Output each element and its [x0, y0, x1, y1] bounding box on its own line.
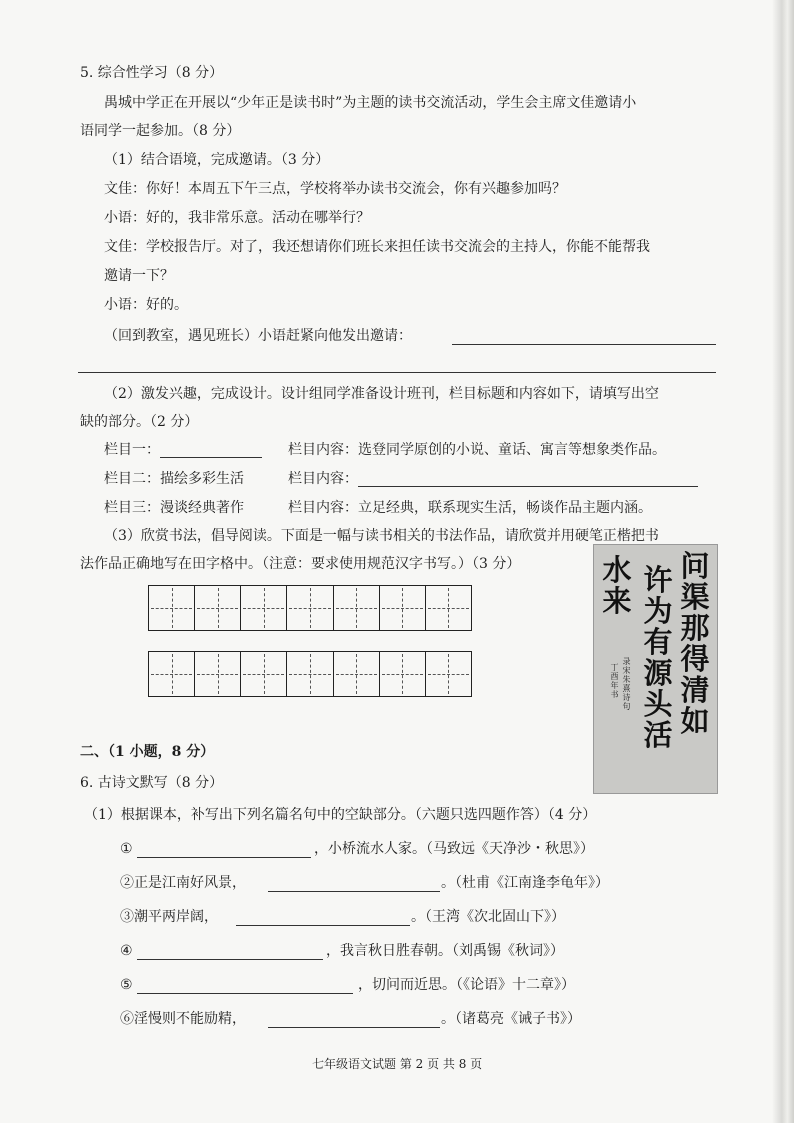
calligraphy-inscription-2: 丁酉年书	[610, 663, 619, 699]
q6-item-5-blank[interactable]	[137, 993, 353, 994]
q5-title: 5. 综合性学习（8 分）	[80, 65, 224, 81]
column-3-content: 栏目内容：立足经典，联系现实生活，畅谈作品主题内涵。	[288, 500, 652, 516]
tianzige-cell[interactable]	[426, 652, 471, 696]
q6-instruction: （1）根据课本，补写出下列名篇名句中的空缺部分。（六题只选四题作答）（4 分）	[84, 807, 597, 823]
invitation-prompt: （回到教室，遇见班长）小语赶紧向他发出邀请：	[104, 328, 412, 344]
q6-item-6-blank[interactable]	[268, 1027, 440, 1028]
tianzige-grid-row-2[interactable]	[148, 651, 472, 697]
q6-item-2-text: 。（杜甫《江南逢李龟年》）	[441, 875, 609, 891]
q5-part3-heading-line2: 法作品正确地写在田字格中。（注意：要求使用规范汉字书写。）（3 分）	[80, 556, 521, 572]
calligraphy-column-1: 问渠那得清如	[680, 549, 710, 738]
calligraphy-artwork	[593, 544, 718, 794]
dialogue-line-3b: 邀请一下？	[104, 268, 174, 284]
q6-item-4-text: ，我言秋日胜春朝。（刘禹锡《秋词》）	[326, 943, 564, 959]
q6-item-1-number: ①	[120, 841, 133, 857]
q6-item-1-blank[interactable]	[137, 857, 311, 858]
tianzige-cell[interactable]	[241, 652, 287, 696]
dialogue-line-3a: 文佳：学校报告厅。对了，我还想请你们班长来担任读书交流会的主持人，你能不能帮我	[104, 239, 650, 255]
column-3-label: 栏目三：漫谈经典著作	[104, 500, 244, 516]
page-footer: 七年级语文试题 第 2 页 共 8 页	[312, 1057, 483, 1071]
q6-item-2-blank[interactable]	[268, 891, 440, 892]
invitation-answer-line-1[interactable]	[452, 344, 716, 345]
q6-item-3-text: 。（王湾《次北固山下》）	[411, 909, 565, 925]
q5-intro-line2: 语同学一起参加。（8 分）	[80, 123, 241, 139]
column-1-label: 栏目一：	[104, 442, 160, 458]
q5-intro-line1: 禺城中学正在开展以“少年正是读书时”为主题的读书交流活动，学生会主席文佳邀请小	[104, 95, 637, 111]
tianzige-cell[interactable]	[380, 652, 426, 696]
invitation-answer-line-2[interactable]	[78, 372, 716, 373]
column-1-title-blank[interactable]	[160, 457, 262, 458]
q5-part2-heading-line2: 缺的部分。（2 分）	[80, 414, 199, 430]
tianzige-cell[interactable]	[195, 586, 241, 630]
tianzige-cell[interactable]	[287, 586, 333, 630]
q6-item-5-number: ⑤	[120, 977, 133, 993]
tianzige-cell[interactable]	[380, 586, 426, 630]
q5-part2-heading-line1: （2）激发兴趣，完成设计。设计组同学准备设计班刊，栏目标题和内容如下，请填写出空	[104, 386, 659, 402]
q6-item-3-blank[interactable]	[236, 925, 410, 926]
q6-item-4-blank[interactable]	[137, 959, 323, 960]
section-2-heading: 二、（1 小题，8 分）	[80, 744, 215, 760]
q5-part1-heading: （1）结合语境，完成邀请。（3 分）	[104, 152, 330, 168]
page-scan-edge	[772, 0, 794, 1123]
q6-item-1-text: ，小桥流水人家。（马致远《天净沙・秋思》）	[314, 841, 594, 857]
q6-item-2-prefix: ②正是江南好风景，	[120, 875, 246, 891]
tianzige-grid-row-1[interactable]	[148, 585, 472, 631]
dialogue-line-1: 文佳：你好！本周五下午三点，学校将举办读书交流会，你有兴趣参加吗？	[104, 181, 566, 197]
column-2-content-blank[interactable]	[358, 486, 698, 487]
q6-item-6-text: 。（诸葛亮《诫子书》）	[441, 1011, 581, 1027]
tianzige-cell[interactable]	[195, 652, 241, 696]
q5-part3-heading-line1: （3）欣赏书法，倡导阅读。下面是一幅与读书相关的书法作品，请欣赏并用硬笔正楷把书	[104, 528, 659, 544]
tianzige-cell[interactable]	[334, 586, 380, 630]
calligraphy-column-3: 水来	[602, 553, 632, 618]
q6-item-3-prefix: ③潮平两岸阔，	[120, 909, 218, 925]
tianzige-cell[interactable]	[287, 652, 333, 696]
column-2-content-label: 栏目内容：	[288, 471, 358, 487]
tianzige-cell[interactable]	[426, 586, 471, 630]
column-1-content: 栏目内容：选登同学原创的小说、童话、寓言等想象类作品。	[288, 442, 666, 458]
calligraphy-column-2: 许为有源头活	[643, 563, 673, 752]
tianzige-cell[interactable]	[241, 586, 287, 630]
calligraphy-inscription-1: 录宋朱熹诗句	[622, 657, 631, 711]
dialogue-line-4: 小语：好的。	[104, 297, 188, 313]
q6-item-5-text: ，切问而近思。（《论语》十二章》）	[358, 977, 575, 993]
q6-item-4-number: ④	[120, 943, 133, 959]
tianzige-cell[interactable]	[149, 652, 195, 696]
q6-title: 6. 古诗文默写（8 分）	[80, 775, 224, 791]
tianzige-cell[interactable]	[149, 586, 195, 630]
q6-item-6-prefix: ⑥淫慢则不能励精，	[120, 1011, 246, 1027]
column-2-label: 栏目二：描绘多彩生活	[104, 471, 244, 487]
tianzige-cell[interactable]	[334, 652, 380, 696]
dialogue-line-2: 小语：好的，我非常乐意。活动在哪举行？	[104, 210, 370, 226]
